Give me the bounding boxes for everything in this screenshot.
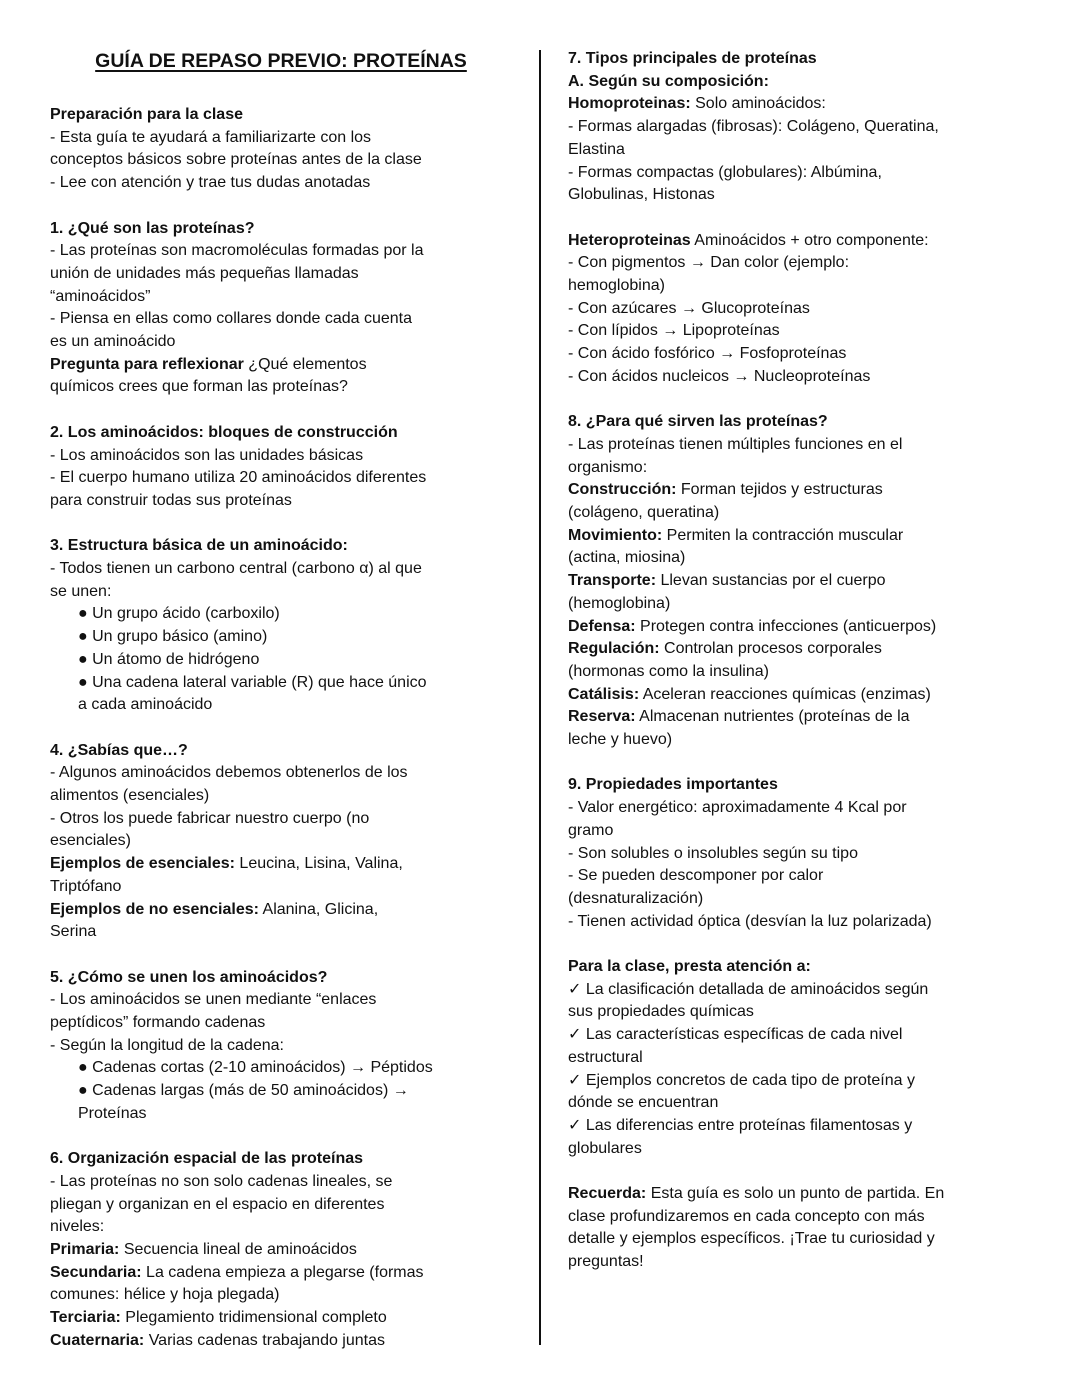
- text-line: [50, 1330, 512, 1353]
- paragraph-block: [568, 956, 1040, 1160]
- text-line: (actina, miosina): [568, 549, 686, 567]
- term-text: Permiten la contracción muscular: [662, 526, 904, 544]
- term-text: Solo aminoácidos:: [690, 95, 826, 113]
- bullet-line: ● Cadenas largas (más de 50 aminoácidos) →: [78, 1082, 409, 1100]
- text-line: peptídicos” formando cadenas: [50, 1014, 266, 1032]
- text-line: Globulinas, Histonas: [568, 186, 715, 204]
- term-label: Recuerda:: [568, 1185, 647, 1203]
- section-heading: 1. ¿Qué son las proteínas?: [50, 219, 255, 237]
- text-line: ✓ Las características específicas de cada nivel: [568, 1026, 903, 1044]
- text-line: - Las proteínas son macromoléculas formadas por la: [50, 242, 424, 260]
- term-label: Transporte:: [568, 572, 657, 590]
- paragraph-block: [50, 422, 512, 513]
- text-line: [50, 899, 512, 922]
- text-line: esenciales): [50, 832, 131, 850]
- text-line: “aminoácidos”: [50, 287, 151, 305]
- paragraph-block: [50, 1148, 512, 1352]
- text-line: globulares: [568, 1139, 642, 1157]
- text-line: - Con azúcares → Glucoproteínas: [568, 299, 810, 317]
- section-heading: 7. Tipos principales de proteínas: [568, 50, 817, 67]
- term-text: La cadena empieza a plegarse (formas: [141, 1263, 424, 1281]
- term-text: Protegen contra infecciones (anticuerpos): [635, 617, 937, 635]
- term-text: Almacenan nutrientes (proteínas de la: [635, 708, 910, 726]
- term-text: Secuencia lineal de aminoácidos: [119, 1241, 357, 1259]
- text-line: Serina: [50, 923, 97, 941]
- term-text: ¿Qué elementos: [243, 355, 367, 373]
- text-line: - Con ácidos nucleicos → Nucleoproteínas: [568, 367, 871, 385]
- term-text: Aceleran reacciones químicas (enzimas): [639, 685, 931, 703]
- text-line: - Formas compactas (globulares): Albúmina,: [568, 163, 882, 181]
- text-line: [568, 525, 1040, 548]
- document-title: GUÍA DE REPASO PREVIO: PROTEÍNAS: [95, 50, 467, 72]
- term-text: Forman tejidos y estructuras: [676, 481, 883, 499]
- term-text: Leucina, Lisina, Valina,: [234, 855, 403, 873]
- paragraph-block: [568, 774, 1040, 933]
- paragraph-block: [50, 740, 512, 944]
- term-label: Defensa:: [568, 617, 636, 635]
- section-heading: A. Según su composición:: [568, 72, 769, 90]
- text-line: pliegan y organizan en el espacio en diferentes: [50, 1195, 385, 1213]
- text-line: ✓ Ejemplos concretos de cada tipo de proteína y: [568, 1071, 915, 1089]
- term-text: Varias cadenas trabajando juntas: [144, 1331, 385, 1349]
- term-label: Pregunta para reflexionar: [50, 355, 244, 373]
- text-line: - Se pueden descomponer por calor: [568, 867, 824, 885]
- left-column: [50, 48, 512, 1353]
- text-line: [568, 479, 1040, 502]
- text-line: - Los aminoácidos se unen mediante “enlaces: [50, 991, 377, 1009]
- text-line: [568, 93, 1040, 116]
- bullet-line: a cada aminoácido: [78, 696, 213, 714]
- text-line: ✓ La clasificación detallada de aminoácidos según: [568, 980, 929, 998]
- term-label: Ejemplos de no esenciales:: [50, 900, 259, 918]
- bullet-line: ● Cadenas cortas (2-10 aminoácidos) → Péptidos: [78, 1059, 433, 1077]
- text-line: preguntas!: [568, 1253, 644, 1271]
- term-text: Plegamiento tridimensional completo: [120, 1309, 387, 1327]
- text-line: alimentos (esenciales): [50, 787, 210, 805]
- text-line: - Formas alargadas (fibrosas): Colágeno, Queratina,: [568, 118, 939, 136]
- term-label: Secundaria:: [50, 1263, 142, 1281]
- text-line: [568, 616, 1040, 639]
- text-line: - Todos tienen un carbono central (carbono α) al que: [50, 560, 422, 578]
- text-line: [568, 230, 1040, 253]
- text-line: comunes: hélice y hoja plegada): [50, 1286, 280, 1304]
- text-line: unión de unidades más pequeñas llamadas: [50, 264, 359, 282]
- section-heading: Para la clase, presta atención a:: [568, 958, 811, 976]
- term-label: Construcción:: [568, 481, 677, 499]
- paragraph-block: [50, 104, 512, 195]
- text-line: detalle y ejemplos específicos. ¡Trae tu curiosidad y: [568, 1230, 935, 1248]
- text-line: niveles:: [50, 1218, 105, 1236]
- text-line: Elastina: [568, 140, 625, 158]
- text-line: [568, 706, 1040, 729]
- text-line: [568, 684, 1040, 707]
- text-line: - Con pigmentos → Dan color (ejemplo:: [568, 254, 850, 272]
- text-line: - Con lípidos → Lipoproteínas: [568, 322, 780, 340]
- text-line: - Según la longitud de la cadena:: [50, 1036, 284, 1054]
- term-text: Esta guía es solo un punto de partida. En: [646, 1185, 945, 1203]
- bullet-line: ● Un grupo básico (amino): [78, 628, 268, 646]
- text-line: (hormonas como la insulina): [568, 662, 769, 680]
- section-heading: Preparación para la clase: [50, 106, 243, 123]
- text-line: dónde se encuentran: [568, 1094, 719, 1112]
- term-label: Primaria:: [50, 1241, 120, 1259]
- text-line: leche y huevo): [568, 731, 673, 749]
- text-line: (colágeno, queratina): [568, 504, 720, 522]
- column-divider: [539, 50, 541, 1345]
- term-label: Regulación:: [568, 640, 660, 658]
- bullet-line: ● Un grupo ácido (carboxilo): [78, 605, 280, 623]
- text-line: - Con ácido fosfórico → Fosfoproteínas: [568, 345, 847, 363]
- text-line: - Otros los puede fabricar nuestro cuerpo (no: [50, 809, 370, 827]
- section-heading: 2. Los aminoácidos: bloques de construcción: [50, 423, 398, 441]
- paragraph-block: [568, 411, 1040, 752]
- text-line: es un aminoácido: [50, 333, 176, 351]
- text-line: - Piensa en ellas como collares donde cada cuenta: [50, 310, 412, 328]
- term-text: Aminoácidos + otro componente:: [690, 231, 929, 249]
- text-line: gramo: [568, 821, 614, 839]
- text-line: - Son solubles o insolubles según su tipo: [568, 844, 858, 862]
- term-label: Reserva:: [568, 708, 636, 726]
- paragraph-block: [50, 218, 512, 400]
- term-label: Movimiento:: [568, 526, 663, 544]
- text-line: [50, 1262, 512, 1285]
- paragraph-block: [50, 535, 512, 717]
- text-line: - Valor energético: aproximadamente 4 Kcal por: [568, 799, 907, 817]
- section-heading: 6. Organización espacial de las proteínas: [50, 1150, 364, 1168]
- text-line: [568, 570, 1040, 593]
- term-label: Terciaria:: [50, 1309, 121, 1327]
- text-line: hemoglobina): [568, 277, 665, 295]
- text-line: estructural: [568, 1048, 643, 1066]
- text-line: [50, 1307, 512, 1330]
- section-heading: 5. ¿Cómo se unen los aminoácidos?: [50, 968, 328, 986]
- section-heading: 9. Propiedades importantes: [568, 776, 778, 794]
- text-line: (hemoglobina): [568, 594, 671, 612]
- text-line: - Lee con atención y trae tus dudas anotadas: [50, 174, 371, 192]
- text-line: organismo:: [568, 458, 648, 476]
- text-line: - El cuerpo humano utiliza 20 aminoácidos diferentes: [50, 469, 427, 487]
- text-line: (desnaturalización): [568, 889, 704, 907]
- term-label: Cuaternaria:: [50, 1331, 145, 1349]
- bullet-line: ● Un átomo de hidrógeno: [78, 650, 260, 668]
- paragraph-block: [568, 48, 1040, 207]
- text-line: Triptófano: [50, 877, 122, 895]
- text-line: - Tienen actividad óptica (desvían la luz polarizada): [568, 912, 932, 930]
- text-line: - Las proteínas no son solo cadenas lineales, se: [50, 1172, 393, 1190]
- paragraph-block: [50, 967, 512, 1126]
- text-line: conceptos básicos sobre proteínas antes de la clase: [50, 151, 422, 169]
- text-line: [568, 1183, 1040, 1206]
- text-line: sus propiedades químicas: [568, 1003, 754, 1021]
- text-line: - Las proteínas tienen múltiples funciones en el: [568, 435, 903, 453]
- term-label: Ejemplos de esenciales:: [50, 855, 235, 873]
- text-line: - Los aminoácidos son las unidades básicas: [50, 446, 364, 464]
- term-label: Homoproteinas:: [568, 95, 691, 113]
- paragraph-block: [568, 1183, 1040, 1274]
- text-line: clase profundizaremos en cada concepto con más: [568, 1207, 925, 1225]
- term-text: Alanina, Glicina,: [258, 900, 379, 918]
- text-line: [50, 1239, 512, 1262]
- term-label: Heteroproteinas: [568, 231, 691, 249]
- section-heading: 4. ¿Sabías que…?: [50, 741, 188, 759]
- text-line: [50, 853, 512, 876]
- text-line: [568, 638, 1040, 661]
- text-line: [50, 354, 512, 377]
- term-label: Catálisis:: [568, 685, 640, 703]
- text-line: ✓ Las diferencias entre proteínas filamentosas y: [568, 1116, 913, 1134]
- bullet-line: Proteínas: [78, 1104, 147, 1122]
- section-heading: 8. ¿Para qué sirven las proteínas?: [568, 413, 828, 431]
- text-line: químicos crees que forman las proteínas?: [50, 378, 348, 396]
- paragraph-block: [568, 230, 1040, 389]
- text-line: - Esta guía te ayudará a familiarizarte con los: [50, 128, 372, 146]
- text-line: - Algunos aminoácidos debemos obtenerlos de los: [50, 764, 408, 782]
- right-column: [568, 48, 1040, 1274]
- text-line: se unen:: [50, 582, 112, 600]
- bullet-line: ● Una cadena lateral variable (R) que hace único: [78, 673, 427, 691]
- term-text: Controlan procesos corporales: [659, 640, 882, 658]
- section-heading: 3. Estructura básica de un aminoácido:: [50, 537, 348, 555]
- text-line: para construir todas sus proteínas: [50, 491, 292, 509]
- term-text: Llevan sustancias por el cuerpo: [656, 572, 886, 590]
